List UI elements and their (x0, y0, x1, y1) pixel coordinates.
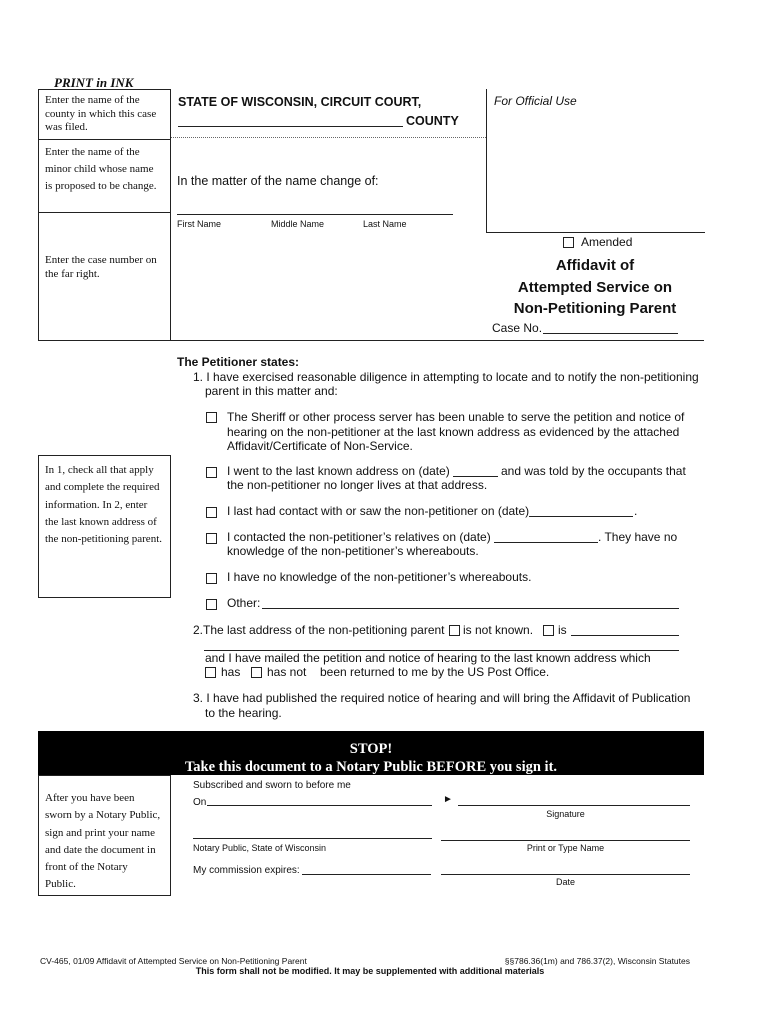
case-note: Enter the case number on the far right. (45, 254, 157, 280)
been-returned-text: been returned to me by the US Post Office. (320, 665, 550, 679)
case-note-box (38, 212, 171, 341)
sheriff-line-2: hearing on the non-petitioner at the last known address as evidenced by the attached (227, 424, 680, 439)
statutes: §§786.36(1m) and 786.37(2), Wisconsin Statutes (504, 956, 690, 966)
went-line-1b: and was told by the occupants that (501, 464, 686, 478)
relatives-line-1a: I contacted the non-petitioner’s relatives on (date) (227, 530, 491, 544)
petitioner-states-heading: The Petitioner states: (177, 355, 300, 369)
county-input[interactable] (178, 112, 403, 127)
commission-input[interactable] (302, 863, 431, 875)
stop-label: STOP! (349, 741, 393, 757)
contact-period: . (634, 504, 638, 518)
signature-label: Signature (546, 809, 585, 819)
child-name-input[interactable] (177, 204, 453, 215)
sheriff-line-1: The Sheriff or other process server has been unable to serve the petition and notice of (227, 410, 685, 424)
relatives-line-2: knowledge of the non-petitioner’s whereabouts. (227, 544, 479, 558)
notary-note: After you have been sworn by a Notary Public, sign and print your name and date the document in front of the Notary Public. (45, 792, 161, 891)
county-label: COUNTY (406, 114, 459, 128)
form-title-line-1: Affidavit of (555, 257, 635, 274)
has-checkbox[interactable] (205, 665, 216, 683)
went-line-1a: I went to the last known address on (date) (227, 464, 450, 478)
other-label: Other: (227, 596, 261, 610)
court-header-rule (171, 137, 486, 138)
child-note-box (38, 139, 171, 213)
middle-name-label: Middle Name (271, 219, 325, 229)
relatives-line-1b: . They have no (598, 530, 678, 544)
case-no-label: Case No. (492, 321, 543, 335)
county-note-box (38, 89, 171, 140)
matter-label: In the matter of the name change of: (177, 174, 379, 188)
sworn-date-input[interactable] (207, 795, 432, 806)
form-id: CV-465, 01/09 Affidavit of Attempted Service on Non-Petitioning Parent (40, 956, 307, 966)
notary-sig-line[interactable] (193, 838, 432, 839)
subscribed-text: Subscribed and sworn to before me (193, 780, 351, 791)
sheriff-checkbox[interactable] (206, 410, 217, 428)
signature-input[interactable] (458, 795, 690, 806)
address-input-1[interactable] (571, 624, 679, 636)
went-checkbox[interactable] (206, 465, 217, 483)
went-date-input[interactable] (453, 464, 498, 477)
form-title-line-3: Non-Petitioning Parent (513, 300, 677, 317)
first-name-label: First Name (177, 219, 222, 229)
notary-note-box (38, 775, 171, 896)
went-line-2: the non-petitioner no longer lives at that address. (227, 478, 488, 492)
header-bottom-rule (171, 340, 704, 341)
on-label: On (193, 797, 207, 808)
item2-text: 2.The last address of the non-petitioning parent (193, 623, 445, 637)
is-label: is (558, 623, 567, 637)
mailed-line: and I have mailed the petition and notice of hearing to the last known address which (205, 651, 651, 665)
notary-public-label: Notary Public, State of Wisconsin (193, 843, 327, 853)
other-checkbox[interactable] (206, 597, 217, 615)
contact-date-input[interactable] (529, 504, 633, 517)
instructions-note-box (38, 455, 171, 598)
amended-label: Amended (581, 235, 633, 249)
other-input[interactable] (262, 596, 679, 609)
date-label: Date (555, 877, 575, 887)
last-name-label: Last Name (363, 219, 407, 229)
item3-line2: to the hearing. (205, 706, 282, 720)
item3-line1: 3. I have had published the required notice of hearing and will bring the Affidavit of Publication (193, 691, 691, 705)
item1-line1: 1. I have exercised reasonable diligence in attempting to locate and to notify the non-petitioning (193, 370, 699, 384)
form-title (486, 255, 704, 320)
no-knowledge-text: I have no knowledge of the non-petitioner’s whereabouts. (227, 570, 532, 584)
footer-notice: This form shall not be modified. It may be supplemented with additional materials (195, 966, 545, 976)
print-name-label: Print or Type Name (526, 843, 605, 853)
address-input-2[interactable] (204, 639, 679, 651)
item1-line2: parent in this matter and: (205, 384, 338, 398)
sheriff-text (227, 410, 684, 454)
county-note: Enter the name of the county in which this case was filed. (45, 94, 157, 133)
has-label: has (221, 665, 241, 679)
child-note: Enter the name of the minor child whose name is proposed to be change. (45, 146, 157, 192)
official-use-label: For Official Use (494, 94, 577, 108)
official-use-box (486, 89, 705, 233)
case-no-input[interactable] (543, 320, 678, 334)
form-title-line-2: Attempted Service on (517, 278, 673, 296)
print-in-ink-label: PRINT in INK (54, 75, 134, 90)
date-line[interactable] (441, 874, 690, 875)
signature-arrow-icon: ► (443, 794, 453, 805)
stop-instruction: Take this document to a Notary Public BEFORE you sign it. (184, 759, 558, 775)
commission-label: My commission expires: (193, 865, 300, 876)
not-known-label: is not known. (463, 623, 534, 637)
sheriff-line-3: Affidavit/Certificate of Non-Service. (227, 439, 413, 453)
has-not-checkbox[interactable] (251, 665, 262, 683)
print-name-line[interactable] (441, 840, 690, 841)
contact-checkbox[interactable] (206, 505, 217, 523)
no-knowledge-checkbox[interactable] (206, 571, 217, 589)
court-line: STATE OF WISCONSIN, CIRCUIT COURT, (178, 95, 422, 109)
relatives-date-input[interactable] (494, 530, 598, 543)
instructions-note: In 1, check all that apply and complete the required information. In 2, enter the last known address of the non-petitioning parent. (45, 464, 162, 546)
has-not-label: has not (267, 665, 307, 679)
amended-checkbox[interactable] (563, 235, 574, 253)
contact-text: I last had contact with or saw the non-petitioner on (date) (227, 504, 530, 518)
relatives-checkbox[interactable] (206, 531, 217, 549)
